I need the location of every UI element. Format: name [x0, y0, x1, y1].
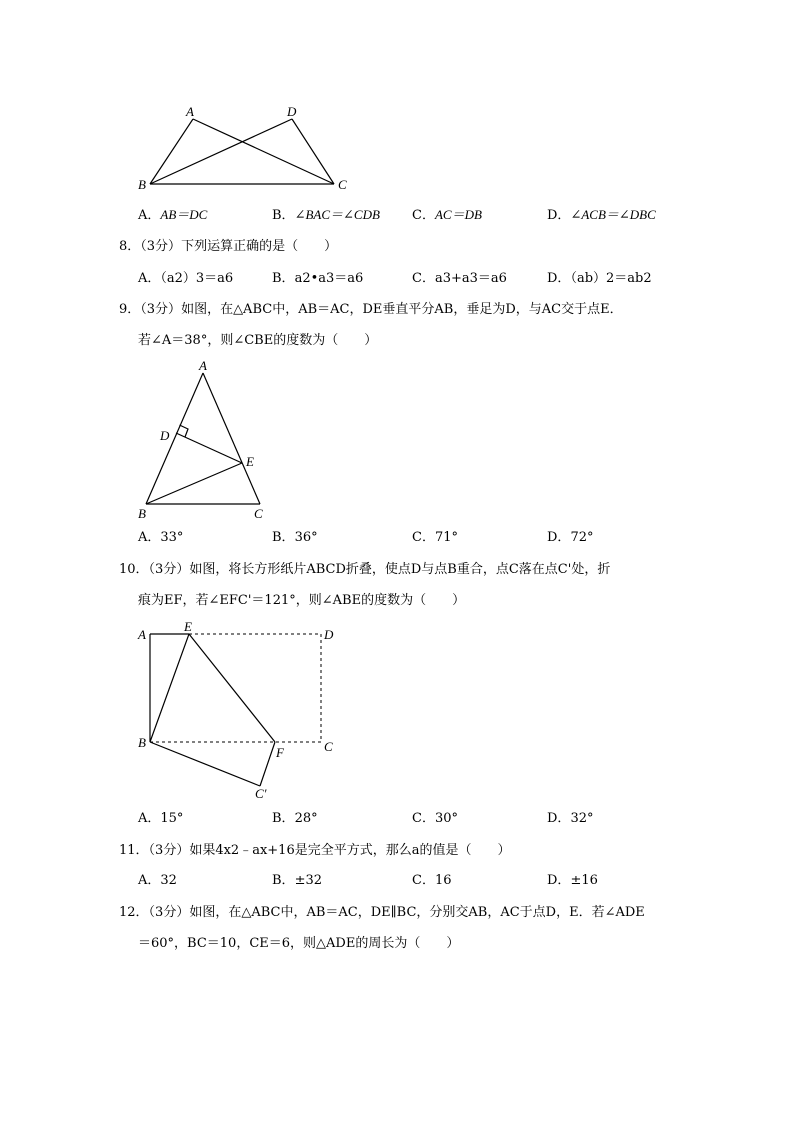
q9-stem-line1 — [119, 302, 623, 318]
label-b: B — [138, 177, 146, 192]
label-a: A — [199, 358, 207, 373]
q8-option-d: D．（ab）2＝ab2 — [547, 271, 652, 286]
q7-option-a: A．AB＝DC — [138, 207, 208, 223]
q9-stem-line2 — [138, 333, 377, 349]
q10-option-c: C．30° — [412, 811, 458, 826]
segment-ac — [193, 119, 334, 184]
q10-option-a-text: 15° — [160, 811, 184, 826]
q8-option-b-text: a2•a3＝a6 — [294, 271, 364, 286]
q8-stem — [119, 239, 337, 255]
q8-option-c-text: a3+a3＝a6 — [434, 271, 507, 286]
segment-fcprime — [260, 742, 275, 786]
q12-stem-text-2: ＝60°，BC＝10，CE＝6，则△ADE的周长为（ ） — [138, 936, 460, 951]
q9-option-b-text: 36° — [294, 530, 318, 545]
q9-option-c: C．71° — [412, 530, 458, 545]
label-a: A — [186, 104, 194, 119]
q12-number: 12． — [119, 905, 149, 920]
q7-option-d: D．∠ACB＝∠DBC — [547, 207, 656, 223]
label-c: C — [254, 506, 263, 521]
q9-option-a-text: 33° — [160, 530, 184, 545]
label-d: D — [287, 104, 297, 119]
q11-stem-text: 如果4x2﹣ax+16是完全平方式，那么a的值是（ ） — [189, 843, 511, 858]
q11-score: （3分） — [148, 843, 190, 858]
q10-option-a: A．15° — [138, 811, 184, 826]
segment-ef — [189, 634, 275, 742]
label-e: E — [184, 619, 192, 634]
q10-stem-line2 — [138, 593, 465, 609]
q11-option-d: D．±16 — [547, 873, 598, 888]
label-e: E — [246, 454, 254, 469]
segment-ab — [146, 373, 203, 504]
segment-bcprime — [150, 742, 260, 786]
q9-option-d-text: 72° — [570, 530, 594, 545]
label-b: B — [138, 735, 146, 750]
q12-stem-text-1: 如图，在△ABC中，AB＝AC，DE∥BC，分别交AB，AC于点D，E．若∠ADE — [189, 905, 645, 920]
q12-score: （3分） — [148, 905, 190, 920]
segment-be — [150, 634, 189, 742]
segment-de — [176, 433, 242, 463]
q8-stem-text: 下列运算正确的是（ ） — [181, 239, 338, 254]
q10-stem-text-1: 如图，将长方形纸片ABCD折叠，使点D与点B重合，点C落在点C'处，折 — [189, 562, 611, 577]
q9-option-a: A．33° — [138, 530, 184, 545]
q10-score: （3分） — [148, 562, 190, 577]
q7-option-b: B．∠BAC＝∠CDB — [272, 207, 380, 223]
label-b: B — [138, 506, 146, 521]
label-a: A — [138, 627, 146, 642]
q10-option-b: B．28° — [272, 811, 318, 826]
q10-number: 10． — [119, 562, 149, 577]
q7-option-b-text: ∠BAC＝∠CDB — [294, 207, 380, 222]
q10-option-b-text: 28° — [294, 811, 318, 826]
q7-option-d-text: ∠ACB＝∠DBC — [570, 207, 656, 222]
q11-option-d-text: ±16 — [570, 873, 598, 888]
q11-option-b-text: ±32 — [294, 873, 322, 888]
q8-option-d-text: （ab）2＝ab2 — [570, 271, 652, 286]
q11-option-c-text: 16 — [434, 873, 452, 888]
q9-option-d: D．72° — [547, 530, 594, 545]
q12-stem-line2 — [138, 936, 459, 952]
segment-dc — [292, 119, 334, 184]
q12-stem-line1 — [119, 905, 645, 921]
q11-option-a: A．32 — [138, 873, 177, 888]
segment-ab — [150, 119, 193, 184]
label-cprime: C′ — [255, 786, 267, 801]
q11-option-c: C．16 — [412, 873, 452, 888]
q7-option-c-text: AC＝DB — [434, 207, 482, 222]
q8-number: 8． — [119, 239, 141, 254]
q7-option-c: C．AC＝DB — [412, 207, 482, 223]
label-f: F — [276, 745, 284, 760]
q9-stem-text-1: 如图，在△ABC中，AB＝AC，DE垂直平分AB，垂足为D，与AC交于点E． — [181, 302, 623, 317]
q8-option-c: C．a3+a3＝a6 — [412, 271, 507, 286]
q8-option-b: B．a2•a3＝a6 — [272, 271, 364, 286]
q9-stem-text-2: 若∠A＝38°，则∠CBE的度数为（ ） — [138, 333, 378, 348]
q11-number: 11． — [119, 843, 149, 858]
q10-option-d-text: 32° — [570, 811, 594, 826]
right-angle-mark — [180, 425, 189, 437]
q10-option-c-text: 30° — [434, 811, 458, 826]
q11-stem — [119, 843, 510, 859]
label-d: D — [324, 627, 334, 642]
segment-ac — [203, 373, 260, 504]
q8-option-a: A．（a2）3＝a6 — [138, 271, 234, 286]
q11-option-b: B．±32 — [272, 873, 322, 888]
segment-bd — [150, 119, 292, 184]
q9-option-c-text: 71° — [434, 530, 458, 545]
q11-option-a-text: 32 — [160, 873, 177, 888]
q9-option-b: B．36° — [272, 530, 318, 545]
q10-stem-line1 — [119, 562, 610, 578]
q8-score: （3分） — [140, 239, 182, 254]
q10-stem-text-2: 痕为EF，若∠EFC'＝121°，则∠ABE的度数为（ ） — [138, 593, 466, 608]
label-c: C — [338, 177, 347, 192]
q9-score: （3分） — [140, 302, 182, 317]
label-c: C — [324, 739, 333, 754]
q7-option-a-text: AB＝DC — [160, 207, 208, 222]
q10-option-d: D．32° — [547, 811, 594, 826]
label-d: D — [160, 428, 170, 443]
q8-option-a-text: （a2）3＝a6 — [160, 271, 234, 286]
q9-number: 9． — [119, 302, 141, 317]
segment-be — [146, 463, 242, 504]
